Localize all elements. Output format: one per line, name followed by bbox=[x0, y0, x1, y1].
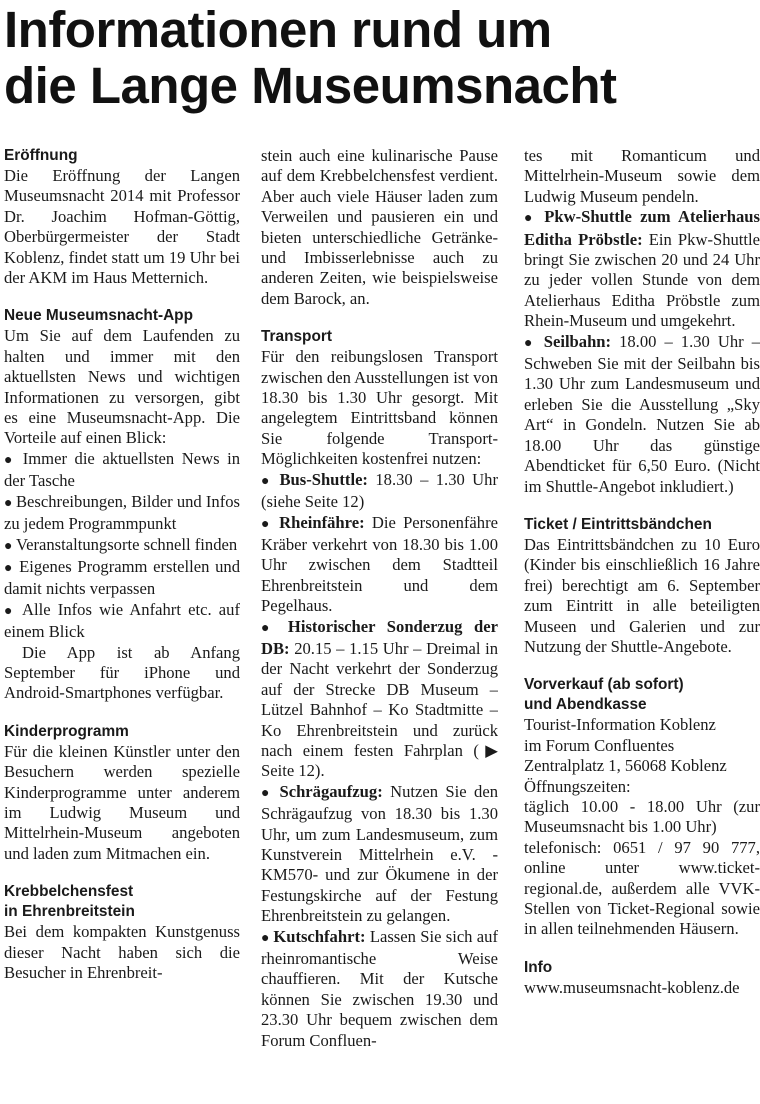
paragraph-kinder: Für die kleinen Künstler unter den Besuchern werden spezielle Kinderprogramme unter anderem im Ludwig Museum und Mittelrhein-Museum angeboten und laden zum Mitmachen ein. bbox=[4, 741, 240, 863]
kutsch-label: Kutschfahrt: bbox=[273, 926, 366, 946]
headline-line-1: Informationen rund um bbox=[4, 1, 552, 58]
pkw-text: Ein Pkw-Shuttle bringt Sie zwischen 20 und 24 Uhr zu jeder vollen Stunde von dem Atelierhaus Editha Pröbstle zum Rhein-Museum und umgekehrt. bbox=[524, 229, 760, 331]
pkw-label: Pkw-Shuttle zum Atelierhaus Editha Pröbstle: bbox=[524, 207, 760, 249]
zug-label: Historischer Sonderzug der DB: bbox=[261, 616, 498, 658]
paragraph-app-outro: Die App ist ab Anfang September für iPhone und Android-Smartphones verfügbar. bbox=[4, 642, 240, 703]
section-heading-eroeffnung: Eröffnung bbox=[4, 147, 78, 164]
section-heading-ticket: Ticket / Eintrittsbändchen bbox=[524, 515, 712, 533]
app-bullet-2: ● Beschreibungen, Bilder und Infos zu jedem Programmpunkt bbox=[4, 492, 240, 535]
paragraph-krebbel-cont: stein auch eine kulinarische Pause auf dem Krebbelchensfest verdient. Aber auch viele Häuser laden zum Verweilen und pausieren ein und bieten unterschiedliche Getränke- und Imbisserlebnisse auch zu anderen Zeiten, wie beispielsweise dem Barock, an. bbox=[261, 146, 498, 308]
vvk-line-1: Tourist-Information Koblenz bbox=[524, 715, 716, 735]
column-1 bbox=[4, 146, 240, 1104]
app-bullet-4: ● Eigenes Programm erstellen und damit nichts verpassen bbox=[4, 557, 240, 600]
paragraph-transport-intro: Für den reibungslosen Transport zwischen den Ausstellungen ist von 18.30 bis 1.30 Uhr gesorgt. Mit angelegtem Eintrittsband können Sie folgende Transport-Möglichkeiten kostenfrei nutzen: bbox=[261, 347, 498, 469]
seil-label: Seilbahn: bbox=[543, 331, 612, 351]
info-link[interactable]: www.museumsnacht-koblenz.de bbox=[524, 977, 740, 997]
kutsch-text: Lassen Sie sich auf rheinromantische Weise chauffieren. Mit der Kutsche können Sie zwischen 19.30 und 23.30 Uhr bequem zwischen dem Forum Confluen- bbox=[261, 926, 498, 1050]
section-heading-app: Neue Museumsnacht-App bbox=[4, 307, 193, 325]
section-heading-vvk-2: und Abendkasse bbox=[524, 696, 647, 714]
transport-item-rhein bbox=[261, 513, 498, 617]
seil-text: 18.00 – 1.30 Uhr – Schweben Sie mit der Seilbahn bis 1.30 Uhr zum Landesmuseum und erleben Sie die Ausstellung „Sky Art“ in Gondeln. Nutzen Sie ab 18.00 Uhr das günstige Abendticket für 6,50 Euro. (Nicht im Shuttle-Angebot inkludiert.) bbox=[524, 331, 760, 496]
vvk-line-6: telefonisch: 0651 / 97 90 777, online unter www.ticket-regional.de, außerdem alle VVK-Stellen von Ticket-Regional sowie in allen teilnehmenden Häusern. bbox=[524, 837, 760, 939]
transport-item-kutsch bbox=[261, 927, 498, 1051]
vvk-line-3: Zentralplatz 1, 56068 Koblenz bbox=[524, 756, 727, 776]
section-heading-transport: Transport bbox=[261, 328, 332, 346]
bus-text: 18.30 – 1.30 Uhr (siehe Seite 12) bbox=[261, 469, 498, 512]
section-heading-kinder: Kinderprogramm bbox=[4, 722, 129, 740]
app-bullet-1: ● Immer die aktuellsten News in der Tasche bbox=[4, 449, 240, 492]
vvk-line-2: im Forum Confluentes bbox=[524, 735, 675, 755]
section-heading-krebbel-1: Krebbelchensfest bbox=[4, 883, 134, 901]
vvk-line-5: täglich 10.00 - 18.00 Uhr (zur Museumsnacht bis 1.00 Uhr) bbox=[524, 796, 760, 837]
section-heading-info: Info bbox=[524, 958, 553, 976]
column-2 bbox=[261, 146, 498, 1104]
paragraph-app-intro: Um Sie auf dem Laufenden zu halten und immer mit den aktuellsten News und wichtigen Informationen zu versorgen, gibt es eine Museumsnacht-App. Die Vorteile auf einen Blick: bbox=[4, 326, 240, 448]
transport-item-zug bbox=[261, 617, 498, 782]
section-heading-vvk-1: Vorverkauf (ab sofort) bbox=[524, 676, 684, 694]
schraeg-label: Schrägaufzug: bbox=[279, 781, 383, 801]
section-heading-krebbel-2: in Ehrenbreitstein bbox=[4, 903, 135, 921]
headline-line-2: die Lange Museumsnacht bbox=[4, 57, 617, 114]
transport-item-schraeg bbox=[261, 782, 498, 927]
app-bullet-5: ● Alle Infos wie Anfahrt etc. auf einem Blick bbox=[4, 600, 240, 643]
column-3 bbox=[524, 146, 760, 1104]
paragraph-ticket: Das Eintrittsbändchen zu 10 Euro (Kinder bis einschließlich 16 Jahre frei) berechtigt am 6. September zum Eintritt in alle beteiligten Museen und Galerien und zur Nutzung der Shuttle-Angebote. bbox=[524, 534, 760, 656]
zug-text: 20.15 – 1.15 Uhr – Dreimal in der Nacht verkehrt der Sonderzug auf der Strecke DB Museum – Lützel Bahnhof – Ko Stadtmitte – Ko Ehrenbreitstein und zurück nach einem festen Fahrplan (▶ Seite 12). bbox=[261, 638, 498, 781]
transport-item-seil bbox=[524, 332, 760, 497]
headline bbox=[4, 2, 756, 114]
bus-label: Bus-Shuttle: bbox=[279, 469, 368, 489]
vvk-line-4: Öffnungszeiten: bbox=[524, 776, 631, 796]
paragraph-eroeffnung: Die Eröffnung der Langen Museumsnacht 2014 mit Professor Dr. Joachim Hofman-Göttig, Oberbürgermeister der Stadt Koblenz, findet statt um 19 Uhr bei der AKM im Haus Metternich. bbox=[4, 166, 240, 288]
schraeg-text: Nutzen Sie den Schrägaufzug von 18.30 bis 1.30 Uhr, um zum Landesmuseum, zum Kunstverein Mittelrhein e.V. -KM570- und zur Ökumene in der Festungskirche auf der Festung Ehrenbreitstein zu gelangen. bbox=[261, 781, 498, 926]
transport-item-bus bbox=[261, 470, 498, 513]
rhein-text: Die Personenfähre Kräber verkehrt von 18.30 bis 1.00 Uhr zwischen dem Stadtteil Ehrenbreitstein und dem Pegelhaus. bbox=[261, 512, 498, 616]
transport-item-pkw bbox=[524, 207, 760, 331]
rhein-label: Rheinfähre: bbox=[279, 512, 365, 532]
paragraph-krebbel: Bei dem kompakten Kunstgenuss dieser Nacht haben sich die Besucher in Ehrenbreit- bbox=[4, 922, 240, 982]
paragraph-kutsch-cont: tes mit Romanticum und Mittelrhein-Museum sowie dem Ludwig Museum pendeln. bbox=[524, 146, 760, 206]
app-bullet-3: ● Veranstaltungsorte schnell finden bbox=[4, 535, 240, 557]
